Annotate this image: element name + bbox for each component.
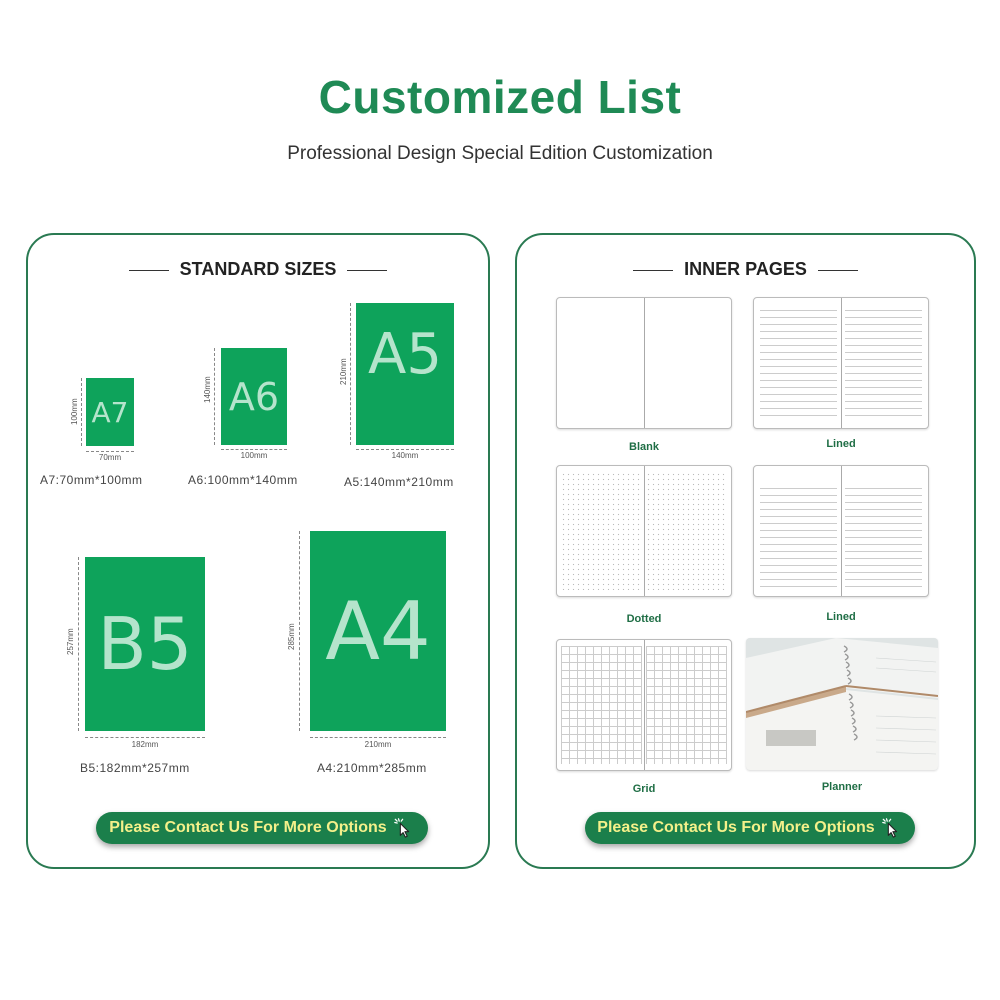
size-a7-width-dim xyxy=(86,451,134,452)
inner-page-label-dotted: Dotted xyxy=(626,613,662,625)
size-a6-height-dim xyxy=(214,348,215,445)
size-a5-width-label: 140mm xyxy=(391,451,419,460)
page-left-half xyxy=(760,482,837,590)
heading-rule-left xyxy=(633,270,673,271)
inner-pages-heading-text: INNER PAGES xyxy=(684,259,807,279)
size-a5-height-label: 210mm xyxy=(339,358,348,385)
size-a4-block xyxy=(310,531,446,731)
sizes-contact-button-label: Please Contact Us For More Options xyxy=(109,819,387,836)
heading-rule-right xyxy=(347,270,387,271)
size-a6-height-label: 140mm xyxy=(203,376,212,403)
pointer-cursor-icon xyxy=(881,817,903,839)
inner-pages-panel xyxy=(515,233,976,869)
size-a4-letter: A4 xyxy=(325,584,431,678)
inner-page-label-lined-2: Lined xyxy=(826,611,856,623)
size-a5-height-dim xyxy=(350,303,351,445)
heading-rule-right xyxy=(818,270,858,271)
page-right-half xyxy=(646,472,727,590)
size-b5-width-dim xyxy=(85,737,205,738)
inner-page-planner-photo xyxy=(746,638,938,770)
size-b5-height-label: 257mm xyxy=(66,628,75,655)
standard-sizes-panel xyxy=(26,233,490,869)
size-b5-block xyxy=(85,557,205,731)
size-b5-letter: B5 xyxy=(97,602,193,686)
inner-page-label-planner: Planner xyxy=(821,781,863,793)
size-a6-block xyxy=(221,348,287,445)
standard-sizes-heading-text: STANDARD SIZES xyxy=(179,259,337,279)
size-b5-width-label: 182mm xyxy=(131,740,159,749)
inner-pages-heading xyxy=(517,259,974,280)
size-a6-letter: A6 xyxy=(228,374,280,419)
size-b5-height-dim xyxy=(78,557,79,731)
standard-sizes-heading xyxy=(28,259,488,280)
size-a7-height-label: 100mm xyxy=(70,398,79,425)
size-a4-width-label: 210mm xyxy=(364,740,392,749)
inner-page-label-grid: Grid xyxy=(632,783,656,795)
size-a5-letter: A5 xyxy=(368,321,442,387)
size-a4-caption: A4:210mm*285mm xyxy=(317,761,427,775)
size-a7-width-label: 70mm xyxy=(98,453,122,462)
size-a5-block xyxy=(356,303,454,445)
inner-page-blank xyxy=(556,297,732,429)
size-a4-width-dim xyxy=(310,737,446,738)
page-title: Customized List xyxy=(318,71,682,123)
page-spine xyxy=(644,640,645,770)
page-left-half xyxy=(760,304,837,422)
inner-page-dotted xyxy=(556,465,732,597)
page-subtitle: Professional Design Special Edition Customization xyxy=(287,143,713,164)
inner-page-grid xyxy=(556,639,732,771)
page-left-half xyxy=(561,646,642,764)
size-a4-height-dim xyxy=(299,531,300,731)
page-left-half xyxy=(561,472,642,590)
planner-photo-illustration xyxy=(746,638,938,770)
page-right-half xyxy=(646,646,727,764)
pages-contact-button-label: Please Contact Us For More Options xyxy=(597,819,875,836)
inner-page-label-lined: Lined xyxy=(826,438,856,450)
size-a7-caption: A7:70mm*100mm xyxy=(40,473,143,487)
inner-page-lined-dated xyxy=(753,465,929,597)
page-spine xyxy=(841,298,842,428)
size-a5-caption: A5:140mm*210mm xyxy=(344,475,454,489)
page-spine xyxy=(644,298,645,428)
pages-contact-button[interactable] xyxy=(585,812,915,844)
size-a6-caption: A6:100mm*140mm xyxy=(188,473,298,487)
inner-page-lined xyxy=(753,297,929,429)
pointer-cursor-icon xyxy=(393,817,415,839)
size-a7-block xyxy=(86,378,134,446)
size-a4-height-label: 285mm xyxy=(287,623,296,650)
size-a5-width-dim xyxy=(356,449,454,450)
size-a6-width-dim xyxy=(221,449,287,450)
page-right-half xyxy=(845,304,922,422)
size-a7-letter: A7 xyxy=(91,395,129,429)
page-spine xyxy=(841,466,842,596)
heading-rule-left xyxy=(129,270,169,271)
sizes-contact-button[interactable] xyxy=(96,812,428,844)
page-spine xyxy=(644,466,645,596)
page-right-half xyxy=(845,482,922,590)
size-b5-caption: B5:182mm*257mm xyxy=(80,761,190,775)
size-a6-width-label: 100mm xyxy=(240,451,268,460)
inner-page-label-blank: Blank xyxy=(629,441,659,453)
size-a7-height-dim xyxy=(81,378,82,446)
